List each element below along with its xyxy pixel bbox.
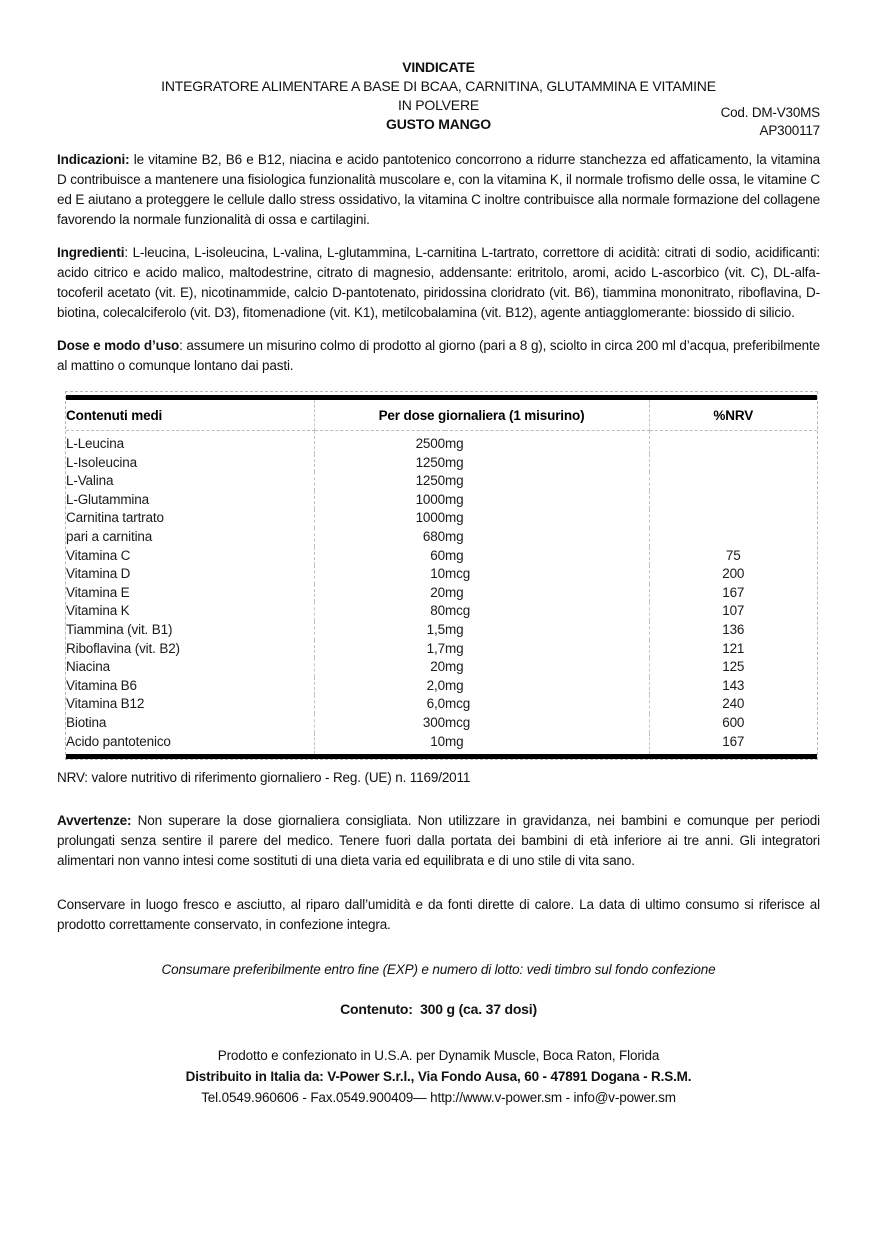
nrv-value	[649, 491, 817, 510]
nrv-value: 143	[722, 677, 745, 693]
table-row	[66, 695, 817, 714]
dose-value: 2500	[415, 436, 445, 451]
column-header-nrv: %NRV	[649, 400, 817, 431]
dose-label: Dose e modo d’uso	[57, 338, 180, 353]
table-row	[66, 621, 817, 640]
dose-value: 60	[430, 547, 445, 563]
dose-unit: mg	[445, 584, 649, 603]
nutrient-name: Carnitina tartrato	[66, 509, 314, 528]
table-row	[66, 547, 817, 566]
dose-value: 1000	[415, 491, 445, 507]
nutrition-table-grid	[66, 400, 817, 754]
dose-unit: mcg	[445, 714, 649, 733]
dose-value: 680	[422, 528, 445, 544]
dose-unit: mcg	[445, 695, 649, 714]
table-bottom-rule	[66, 754, 817, 759]
nrv-value: 167	[722, 733, 745, 749]
dose-unit: mg	[445, 621, 649, 640]
ingredienti-paragraph	[57, 243, 820, 323]
dose-unit: mg	[445, 547, 649, 566]
table-row	[66, 431, 817, 454]
indicazioni-text: le vitamine B2, B6 e B12, niacina e acido pantotenico concorrono a ridurre stanchezza ed affaticamento, la vitamina D contribuisce a mantenere una fisiologica funzionalità muscolare e, con la vitamina K, il normale trofismo delle ossa, le vitamine C ed E aiutano a proteggere le cellule dallo stress ossidativo, la vitamina C inoltre contribuisce alla normale formazione del collagene favorendo la normale funzionalità di ossa e cartilagini.	[57, 152, 820, 227]
net-content: Contenuto: 300 g (ca. 37 dosi)	[340, 1001, 537, 1018]
column-header-contenuti: Contenuti medi	[66, 400, 314, 431]
dose-unit: mg	[445, 658, 649, 677]
table-row	[66, 640, 817, 659]
table-row	[66, 658, 817, 677]
nutrient-name: Biotina	[66, 714, 314, 733]
nrv-value	[649, 472, 817, 491]
storage-paragraph: Conservare in luogo fresco e asciutto, al riparo dall’umidità e da fonti dirette di calore. La data di ultimo consumo si riferisce al prodotto correttamente conservato, in confezione integra.	[57, 897, 820, 933]
dose-unit: mcg	[445, 565, 649, 584]
nutrient-name: Acido pantotenico	[66, 733, 314, 755]
table-row	[66, 565, 817, 584]
nrv-value: 107	[722, 603, 745, 619]
column-header-dose: Per dose giornaliera (1 misurino)	[314, 400, 649, 431]
nrv-value: 75	[725, 547, 741, 563]
footer-produced-line: Prodotto e confezionato in U.S.A. per Dynamik Muscle, Boca Raton, Florida	[217, 1048, 660, 1064]
dose-value: 80	[430, 603, 445, 619]
expiry-note: Consumare preferibilmente entro fine (EXP) e numero di lotto: vedi timbro sul fondo confezione	[161, 962, 716, 978]
table-row	[66, 472, 817, 491]
dose-text: : assumere un misurino colmo di prodotto al giorno (pari a 8 g), sciolto in circa 200 ml d’acqua, preferibilmente al mattino o comunque lontano dai pasti.	[57, 338, 820, 373]
nutrient-name: L-Glutammina	[66, 491, 314, 510]
nutrient-name: L-Leucina	[66, 431, 314, 454]
table-row	[66, 454, 817, 473]
indicazioni-label: Indicazioni:	[57, 152, 130, 167]
nrv-footnote: NRV: valore nutritivo di riferimento giornaliero - Reg. (UE) n. 1169/2011	[57, 770, 471, 786]
nutrient-name: L-Valina	[66, 472, 314, 491]
nutrient-name: Tiammina (vit. B1)	[66, 621, 314, 640]
nutrition-table-body	[66, 431, 817, 755]
dose-value: 1000	[415, 510, 445, 526]
table-row	[66, 714, 817, 733]
nutrient-name: Vitamina B6	[66, 677, 314, 696]
dose-unit: mg	[445, 431, 649, 454]
nrv-value	[649, 454, 817, 473]
table-row	[66, 509, 817, 528]
avvertenze-text: Non superare la dose giornaliera consigliata. Non utilizzare in gravidanza, nei bambini e comunque per periodi prolungati senza sentire il parere del medico. Tenere fuori dalla portata dei bambini di età inferiore ai tre anni. Gli integratori alimentari non vanno intesi come sostituti di una dieta varia ed equilibrata e di uno stile di vita sano.	[57, 813, 820, 869]
footer-block	[57, 1045, 820, 1108]
nrv-value	[649, 509, 817, 528]
footer-distributor-line: Distribuito in Italia da: V-Power S.r.l., Via Fondo Ausa, 60 - 47891 Dogana - R.S.M.	[185, 1069, 692, 1085]
table-row	[66, 677, 817, 696]
ingredienti-label: Ingredienti	[57, 245, 125, 260]
nrv-value	[649, 528, 817, 547]
nutrient-name: Niacina	[66, 658, 314, 677]
dose-value: 20	[430, 584, 445, 600]
dose-value: 1,7	[426, 640, 445, 656]
dose-value: 10	[430, 733, 445, 749]
nrv-value: 125	[722, 659, 745, 675]
dose-unit: mg	[445, 640, 649, 659]
nutrient-name: L-Isoleucina	[66, 454, 314, 473]
nutrient-name: Vitamina B12	[66, 695, 314, 714]
table-row	[66, 528, 817, 547]
nrv-value: 200	[722, 566, 745, 582]
nrv-value	[649, 431, 817, 454]
table-row	[66, 491, 817, 510]
nutrient-name: Vitamina C	[66, 547, 314, 566]
batch-code: AP300117	[759, 123, 820, 138]
table-row	[66, 733, 817, 755]
nutrient-name: pari a carnitina	[66, 528, 314, 547]
label-header	[57, 58, 820, 138]
dose-unit: mg	[445, 733, 649, 755]
product-title: VINDICATE	[402, 59, 475, 75]
dose-value: 6,0	[426, 696, 445, 712]
dose-unit: mcg	[445, 602, 649, 621]
table-header-row	[66, 400, 817, 431]
indicazioni-paragraph	[57, 150, 820, 230]
dose-value: 300	[422, 714, 445, 730]
footer-contacts-line: Tel.0549.960606 - Fax.0549.900409— http://www.v-power.sm - info@v-power.sm	[201, 1090, 676, 1106]
avvertenze-paragraph	[57, 811, 820, 871]
nutrient-name: Vitamina E	[66, 584, 314, 603]
dose-paragraph	[57, 336, 820, 376]
dose-unit: mg	[445, 677, 649, 696]
dose-unit: mg	[445, 528, 649, 547]
nrv-value: 121	[722, 640, 745, 656]
nrv-value: 240	[722, 696, 745, 712]
nutrient-name: Vitamina D	[66, 565, 314, 584]
dose-unit: mg	[445, 509, 649, 528]
dose-value: 10	[430, 566, 445, 582]
dose-unit: mg	[445, 491, 649, 510]
product-flavor: GUSTO MANGO	[386, 116, 491, 132]
nrv-value: 136	[722, 621, 745, 637]
nutrient-name: Vitamina K	[66, 602, 314, 621]
nutrition-table	[65, 391, 818, 760]
avvertenze-label: Avvertenze:	[57, 813, 132, 829]
dose-value: 2,0	[426, 677, 445, 693]
table-row	[66, 584, 817, 603]
ingredienti-text: : L-leucina, L-isoleucina, L-valina, L-glutammina, L-carnitina L-tartrato, correttore di acidità: citrati di sodio, acidificanti: acido citrico e acido malico, maltodestrine, citrato di magnesio, addensante: eritritolo, aromi, acido L-ascorbico (vit. C), DL-alfa-tocoferil acetato (vit. E), nicotinammide, calcio D-pantotenato, piridossina cloridrato (vit. B6), tiammina mononitrato, riboflavina, D-biotina, colecalciferolo (vit. D3), fitomenadione (vit. K1), metilcobalamina (vit. B12), agente antiagglomerante: biossido di silicio.	[57, 245, 820, 320]
product-form: IN POLVERE	[398, 97, 479, 113]
dose-value: 20	[430, 659, 445, 675]
dose-value: 1250	[415, 473, 445, 489]
nutrient-name: Riboflavina (vit. B2)	[66, 640, 314, 659]
product-subtitle: INTEGRATORE ALIMENTARE A BASE DI BCAA, CARNITINA, GLUTAMMINA E VITAMINE	[161, 78, 716, 94]
dose-unit: mg	[445, 472, 649, 491]
product-codes	[721, 104, 820, 140]
nrv-value: 167	[722, 584, 745, 600]
table-row	[66, 602, 817, 621]
dose-unit: mg	[445, 454, 649, 473]
dose-value: 1,5	[426, 621, 445, 637]
label-content	[57, 58, 820, 1108]
nrv-value: 600	[722, 714, 745, 730]
product-code: Cod. DM-V30MS	[720, 105, 820, 120]
dose-value: 1250	[415, 454, 445, 470]
